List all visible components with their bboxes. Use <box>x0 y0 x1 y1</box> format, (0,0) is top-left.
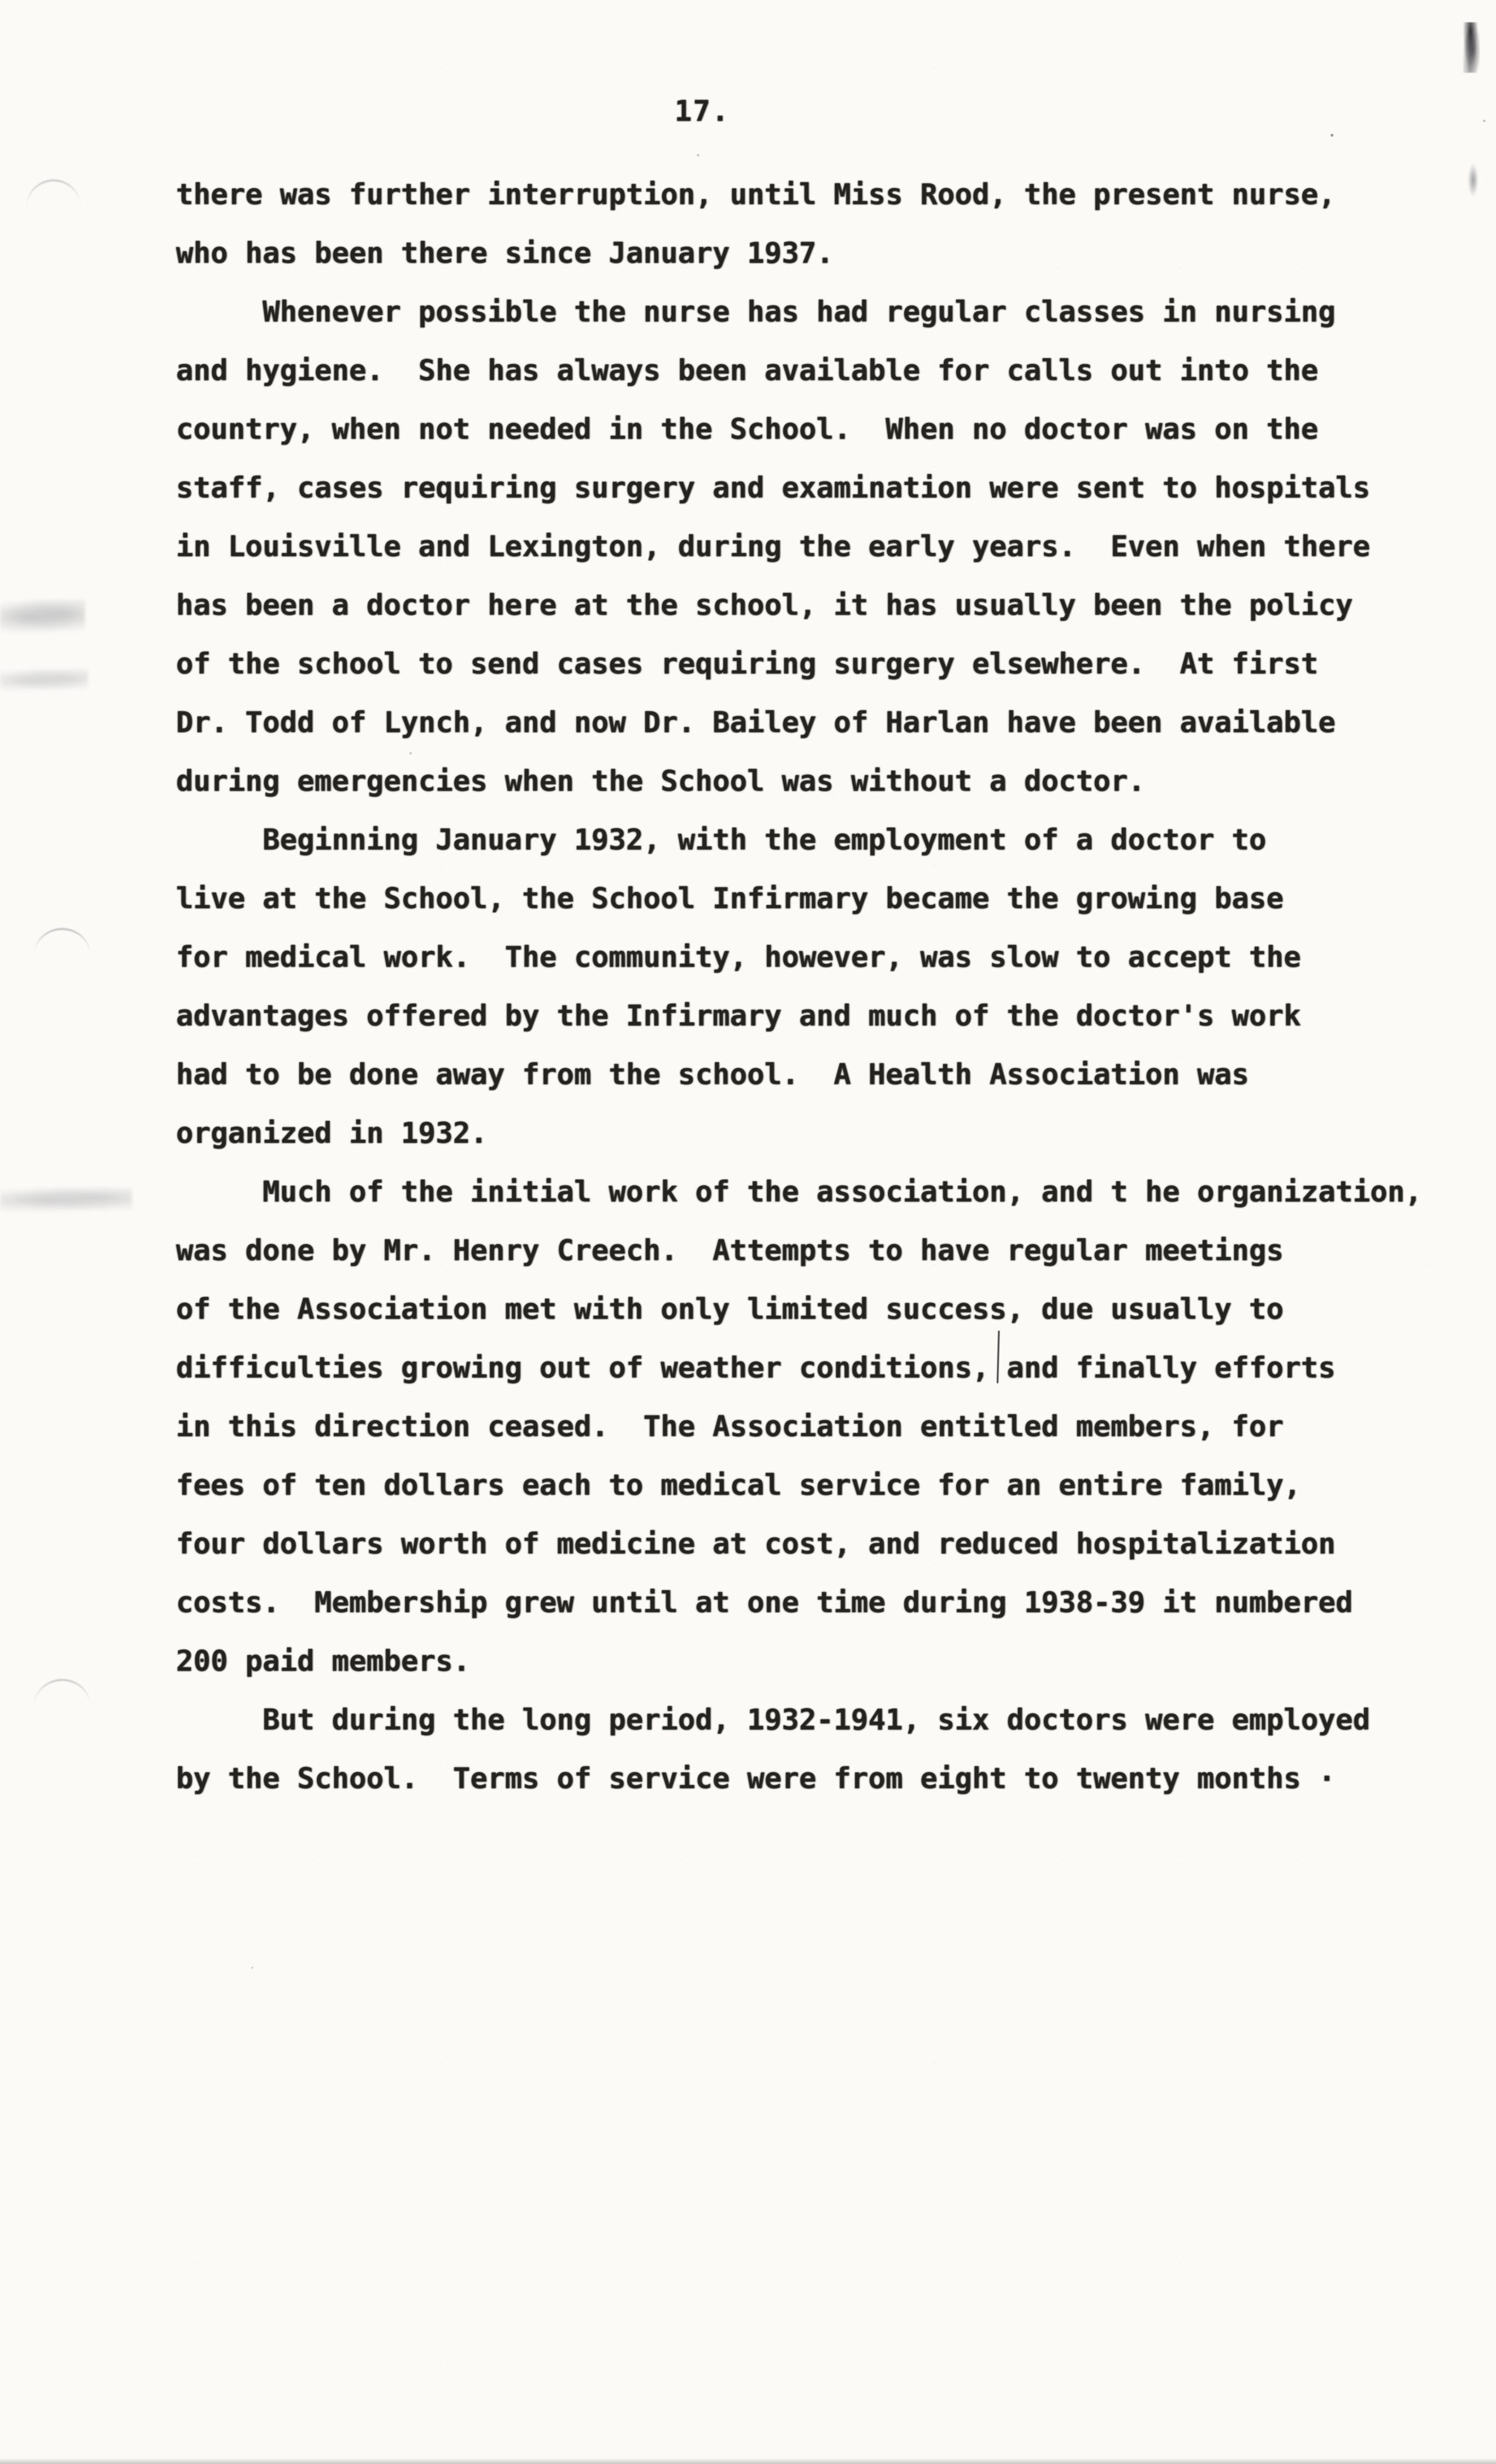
ghost-ink-smudge <box>0 1187 132 1213</box>
text-line: there was further interruption, until Miss Rood, the present nurse, <box>176 178 1336 211</box>
scan-edge-shadow <box>0 2458 1496 2464</box>
text-line: for medical work. The community, however, was slow to accept the <box>176 940 1301 974</box>
scan-arc-artifact <box>25 178 80 209</box>
text-line: in this direction ceased. The Association entitled members, for <box>176 1410 1284 1443</box>
scan-speck <box>1483 120 1485 122</box>
text-line: 200 paid members. <box>176 1644 471 1678</box>
text-line: in Louisville and Lexington, during the early years. Even when there <box>176 530 1370 563</box>
text-line: and hygiene. She has always been available for calls out into the <box>176 354 1319 387</box>
text-line: But during the long period, 1932-1941, six doctors were employed <box>176 1703 1370 1737</box>
text-line: live at the School, the School Infirmary became the growing base <box>176 882 1284 915</box>
text-line: costs. Membership grew until at one time during 1938-39 it numbered <box>176 1586 1353 1619</box>
text-line: had to be done away from the school. A Health Association was <box>176 1058 1250 1091</box>
text-line: during emergencies when the School was without a doctor. <box>176 764 1146 798</box>
text-line: Dr. Todd of Lynch, and now Dr. Bailey of Harlan have been available <box>176 706 1336 739</box>
scan-arc-artifact <box>34 1679 90 1707</box>
text-line: fees of ten dollars each to medical service for an entire family, <box>176 1468 1301 1502</box>
ink-smudge-artifact <box>1468 163 1478 197</box>
scan-speck <box>251 1967 253 1969</box>
text-line: of the Association met with only limited success, due usually to <box>176 1292 1284 1326</box>
text-line: by the School. Terms of service were from eight to twenty months · <box>176 1762 1336 1795</box>
scan-speck <box>697 154 699 157</box>
text-line: country, when not needed in the School. When no doctor was on the <box>176 412 1319 446</box>
ghost-ink-smudge <box>0 600 85 635</box>
text-line: Much of the initial work of the association, and t he organization, <box>176 1175 1423 1209</box>
text-line: who has been there since January 1937. <box>176 236 834 270</box>
text-line: four dollars worth of medicine at cost, and reduced hospitalization <box>176 1527 1336 1561</box>
ink-smudge-artifact <box>1463 22 1480 73</box>
text-line: was done by Mr. Henry Creech. Attempts to have regular meetings <box>176 1234 1284 1267</box>
text-line: Beginning January 1932, with the employment of a doctor to <box>176 823 1267 857</box>
text-line: difficulties growing out of weather conditions, and finally efforts <box>176 1351 1336 1385</box>
text-line: staff, cases requiring surgery and examination were sent to hospitals <box>176 471 1370 505</box>
typewritten-text <box>176 165 1467 1808</box>
ghost-ink-smudge <box>0 669 88 692</box>
text-line: of the school to send cases requiring surgery elsewhere. At first <box>176 647 1319 681</box>
text-line: has been a doctor here at the school, it has usually been the policy <box>176 588 1353 622</box>
scan-arc-artifact <box>34 928 90 956</box>
text-line: Whenever possible the nurse has had regular classes in nursing <box>176 295 1336 329</box>
page-number: 17. <box>674 94 730 128</box>
scan-speck <box>1331 134 1333 137</box>
text-line: advantages offered by the Infirmary and much of the doctor's work <box>176 999 1301 1033</box>
text-line: organized in 1932. <box>176 1116 488 1150</box>
